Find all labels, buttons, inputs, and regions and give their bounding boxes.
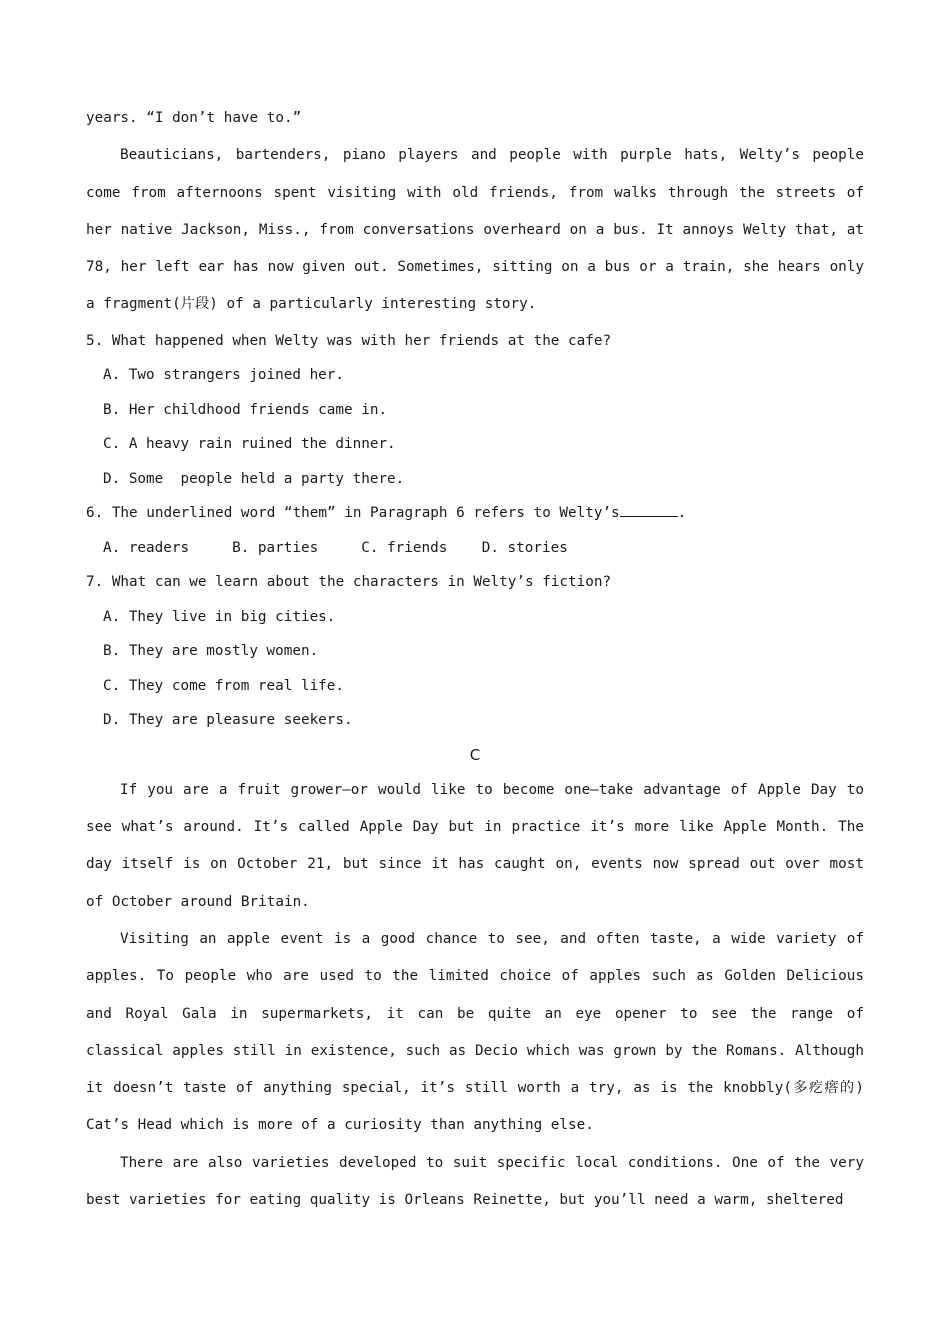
question-stem-end: . <box>677 505 687 522</box>
passage-c-paragraph: There are also varieties developed to suit specific local conditions. One of the very best varieties for eating quality is Orleans Reinette, but you’ll need a warm, sheltered <box>86 1154 873 1209</box>
question-option: D. They are pleasure seekers. <box>103 712 353 729</box>
question-5 <box>86 324 864 497</box>
answer-blank <box>620 504 678 517</box>
question-option: C. They come from real life. <box>103 677 345 694</box>
question-stem-text: 6. The underlined word “them” in Paragraph 6 refers to Welty’s <box>86 505 620 522</box>
document-page <box>86 100 873 1219</box>
question-option: A. They live in big cities. <box>103 608 336 625</box>
question-option: A. Two strangers joined her. <box>103 367 345 384</box>
question-stem <box>86 496 864 531</box>
passage-c-paragraph: If you are a fruit grower—or would like to become one—take advantage of Apple Day to see what’s around. It’s called Apple Day but in practice it’s more like Apple Month. The day itself is on October 21, but since it has caught on, events now spread out over most of October around Britain. <box>86 781 873 910</box>
question-7 <box>86 565 864 738</box>
section-heading: C <box>469 745 481 764</box>
question-option: B. They are mostly women. <box>103 643 319 660</box>
passage-b-paragraph-7: Beauticians, bartenders, piano players and people with purple hats, Welty’s people come from afternoons spent visiting with old friends, from walks through the streets of her native Jackson, Miss., from conversations overheard on a bus. It annoys Welty that, at 78, her left ear has now given out. Sometimes, sitting on a bus or a train, she hears only a fragment(片段) of a particularly interesting story. <box>86 147 873 313</box>
question-option: C. A heavy rain ruined the dinner. <box>103 436 396 453</box>
question-stem: 5. What happened when Welty was with her friends at the cafe? <box>86 332 612 349</box>
passage-c-paragraph: Visiting an apple event is a good chance to see, and often taste, a wide variety of apples. To people who are used to the limited choice of apples such as Golden Delicious and Royal Gala in supermarkets, it can be quite an eye opener to see the range of classical apples still in existence, such as Decio which was grown by the Romans. Although it doesn’t taste of anything special, it’s still worth a try, as is the knobbly(多疙瘩的) Cat’s Head which is more of a curiosity than anything else. <box>86 930 873 1134</box>
question-stem: 7. What can we learn about the characters in Welty’s fiction? <box>86 574 612 591</box>
question-option: D. Some people held a party there. <box>103 470 405 487</box>
question-option: B. Her childhood friends came in. <box>103 401 388 418</box>
passage-b-paragraph-end: years. “I don’t have to.” <box>86 110 302 126</box>
question-6 <box>86 496 864 565</box>
question-options-inline: A. readers B. parties C. friends D. stories <box>103 539 568 556</box>
